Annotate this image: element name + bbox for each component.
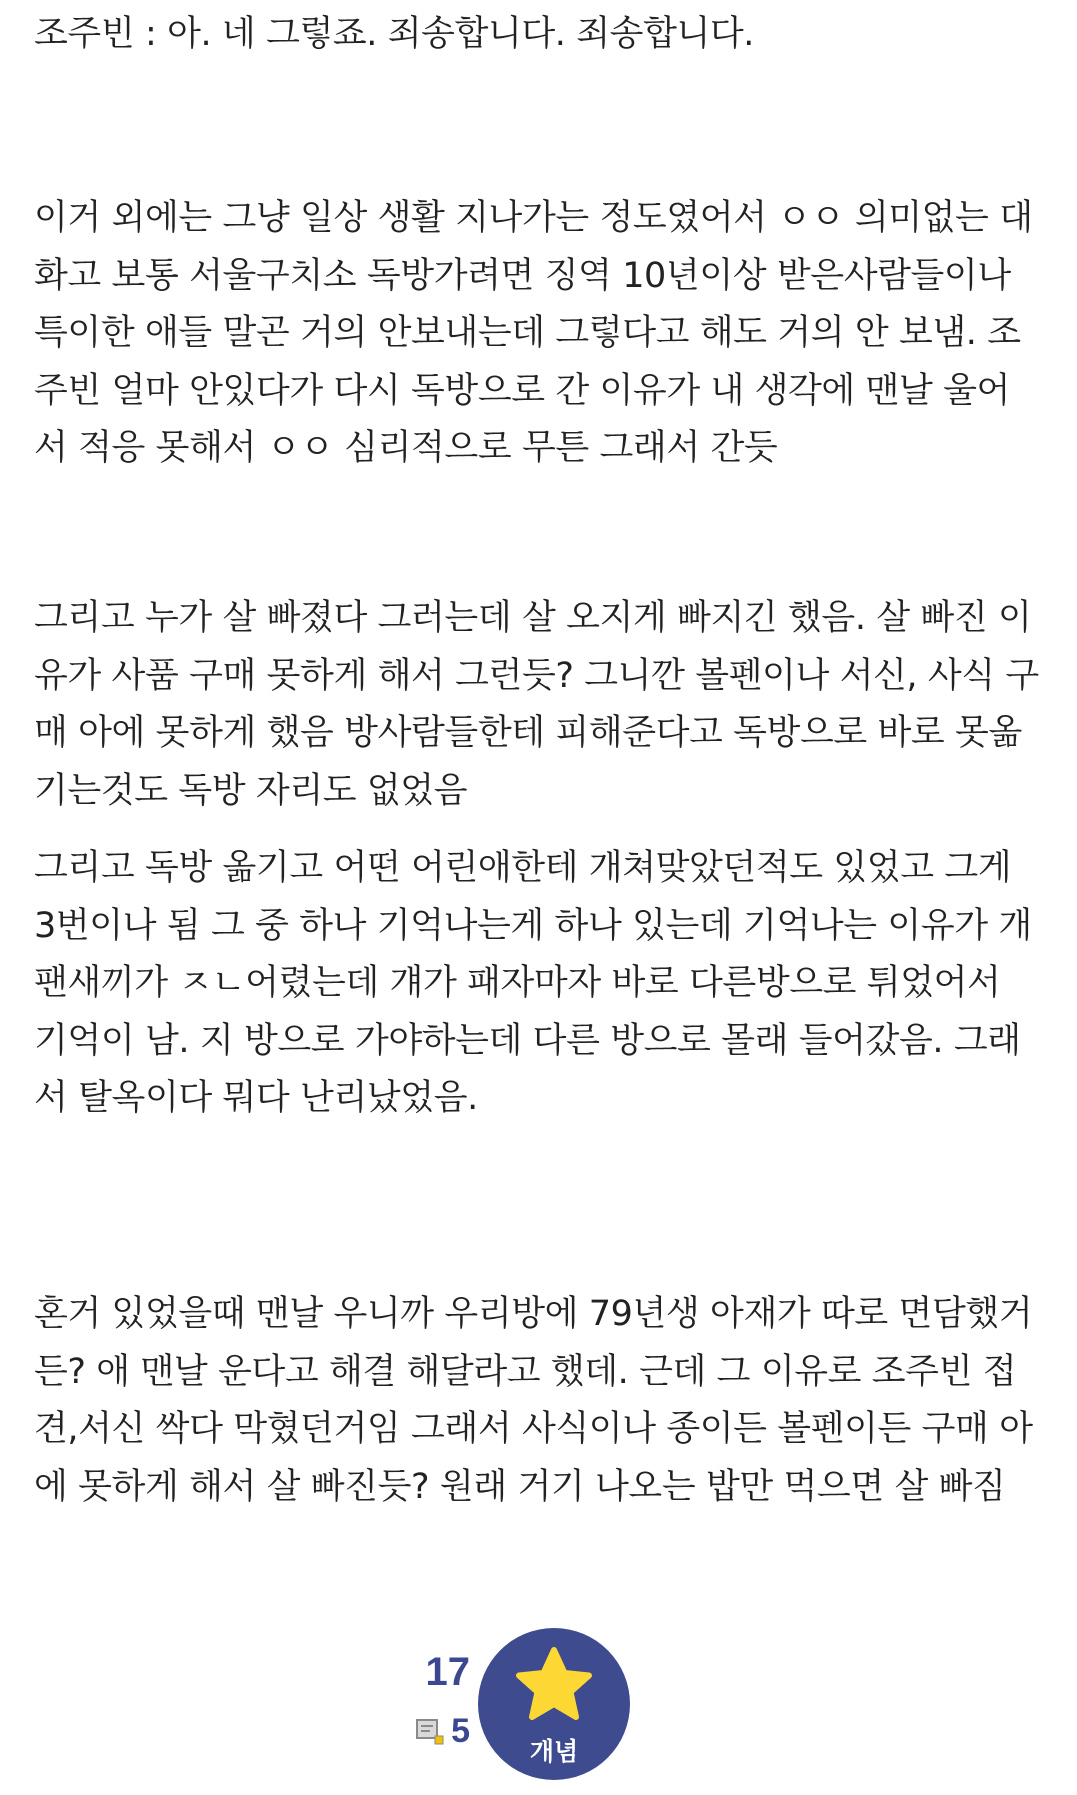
star-icon: [514, 1646, 594, 1724]
post-paragraph: [34, 190, 1044, 478]
post-line: 그리고 독방 옮기고 어떤 어린애한테 개쳐맞았던적도 있었고 그게: [34, 848, 1012, 888]
post-line: 서 적응 못해서 ㅇㅇ 심리적으로 무튼 그래서 간듯: [34, 428, 778, 468]
upvote-count: 17: [425, 1650, 470, 1694]
post-line: 에 못하게 해서 살 빠진듯? 원래 거기 나오는 밥만 먹으면 살 빠짐: [34, 1466, 1006, 1507]
post-line: 3번이나 됨 그 중 하나 기억나는게 하나 있는데 기억나는 이유가 개: [34, 905, 1032, 946]
comment-count-row: [415, 1712, 470, 1751]
post-line: 조주빈 : 아. 네 그렇죠. 죄송합니다. 죄송합니다.: [34, 14, 755, 54]
post-line: 견,서신 싹다 막혔던거임 그래서 사식이나 종이든 볼펜이든 구매 아: [34, 1409, 1033, 1449]
comment-count: 5: [451, 1712, 470, 1750]
concept-recommend-button[interactable]: [478, 1628, 630, 1780]
post-line: 그리고 누가 살 빠졌다 그러는데 살 오지게 빠지긴 했음. 살 빠진 이: [34, 598, 1032, 638]
post-line: 화고 보통 서울구치소 독방가려면 징역 10년이상 받은사람들이나: [34, 255, 1011, 296]
recommend-box: [380, 1628, 640, 1788]
post-line: 팬새끼가 ㅈㄴ어렸는데 걔가 패자마자 바로 다른방으로 튀었어서: [34, 963, 1001, 1003]
post-paragraph: [34, 1286, 1044, 1516]
post-line: 특이한 애들 말곤 거의 안보내는데 그렇다고 해도 거의 안 보냄. 조: [34, 313, 1021, 353]
post-line: 서 탈옥이다 뭐다 난리났었음.: [34, 1078, 478, 1118]
post-line: 기는것도 독방 자리도 없었음: [34, 770, 468, 811]
comment-icon: [415, 1718, 445, 1746]
post-line: 유가 사품 구매 못하게 해서 그런듯? 그니깐 볼펜이나 서신, 사식 구: [34, 655, 1039, 696]
post-line: 주빈 얼마 안있다가 다시 독방으로 간 이유가 내 생각에 맨날 울어: [34, 370, 1010, 411]
post-line: 매 아에 못하게 했음 방사람들한테 피해준다고 독방으로 바로 못옮: [34, 713, 1022, 753]
post-line: 든? 애 맨날 운다고 해결 해달라고 했데. 근데 그 이유로 조주빈 접: [34, 1351, 1017, 1392]
concept-label: 개념: [529, 1737, 579, 1766]
vote-counts: [380, 1628, 470, 1788]
post-line: 이거 외에는 그냥 일상 생활 지나가는 정도였어서 ㅇㅇ 의미없는 대: [34, 198, 1033, 238]
post-line: 기억이 남. 지 방으로 가야하는데 다른 방으로 몰래 들어갔음. 그래: [34, 1020, 1021, 1061]
post-line: 혼거 있었을때 맨날 우니까 우리방에 79년생 아재가 따로 면담했거: [34, 1294, 1033, 1334]
post-paragraph: [34, 840, 1044, 1128]
post-paragraph: [34, 590, 1044, 820]
post-paragraph: [34, 6, 1044, 64]
